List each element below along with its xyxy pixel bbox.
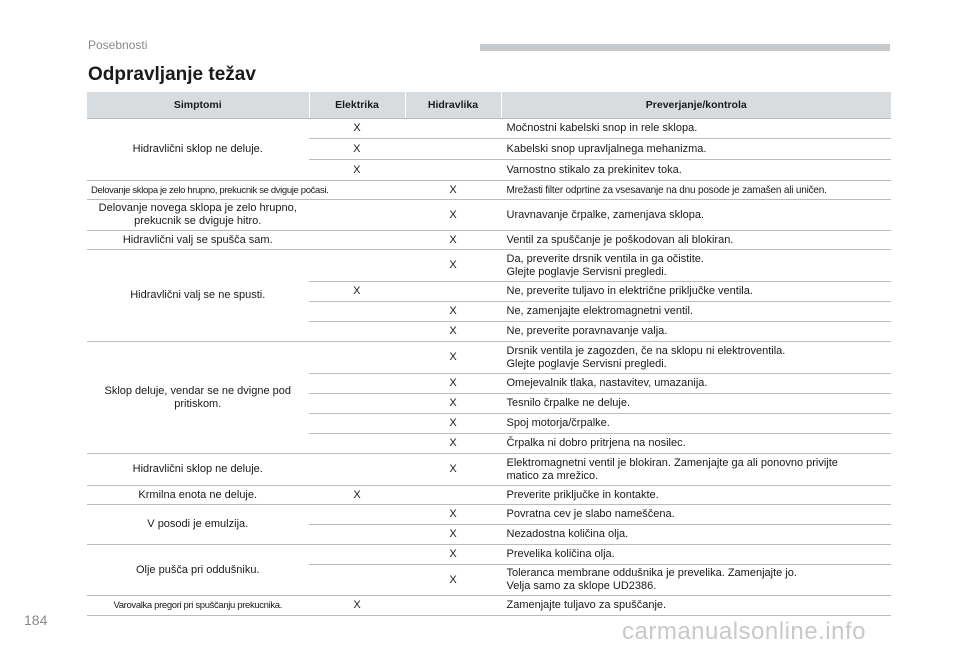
- electric-cell: [309, 434, 405, 454]
- hydraulic-cell: [405, 139, 501, 160]
- hydraulic-cell: X: [405, 302, 501, 322]
- hydraulic-cell: X: [405, 200, 501, 231]
- section-label: Posebnosti: [88, 38, 148, 52]
- check-line-1: Da, preverite drsnik ventila in ga očistite.: [506, 252, 704, 265]
- electric-cell: [309, 231, 405, 250]
- check-cell: Močnostni kabelski snop in rele sklopa.: [501, 119, 891, 139]
- electric-cell: X: [309, 596, 405, 616]
- hydraulic-cell: [405, 119, 501, 139]
- symptom-cell: Krmilna enota ne deluje.: [87, 486, 309, 505]
- check-text: Mrežasti filter odprtine za vsesavanje na dnu posode je zamašen ali uničen.: [506, 184, 827, 196]
- check-cell: Spoj motorja/črpalke.: [501, 414, 891, 434]
- electric-cell: [309, 505, 405, 525]
- hydraulic-cell: [405, 486, 501, 505]
- electric-cell: [309, 454, 405, 486]
- hydraulic-cell: X: [405, 342, 501, 374]
- header-bar: [480, 44, 890, 51]
- electric-cell: [309, 342, 405, 374]
- hydraulic-cell: [405, 282, 501, 302]
- hydraulic-cell: X: [405, 505, 501, 525]
- hydraulic-cell: X: [405, 181, 501, 200]
- check-cell: Tesnilo črpalke ne deluje.: [501, 394, 891, 414]
- hydraulic-cell: X: [405, 545, 501, 565]
- table-row: [87, 545, 891, 565]
- electric-cell: [309, 374, 405, 394]
- check-cell: Nezadostna količina olja.: [501, 525, 891, 545]
- check-cell: Ne, preverite poravnavanje valja.: [501, 322, 891, 342]
- hydraulic-cell: X: [405, 322, 501, 342]
- symptom-cell: Hidravlični sklop ne deluje.: [87, 454, 309, 486]
- table-row: [87, 454, 891, 486]
- check-line-2: Velja samo za sklope UD2386.: [506, 580, 657, 592]
- symptom-cell: [87, 181, 329, 200]
- check-cell: Preverite priključke in kontakte.: [501, 486, 891, 505]
- table-row: [87, 596, 891, 616]
- symptom-cell: Hidravlični valj se ne spusti.: [87, 250, 309, 342]
- check-cell: Zamenjajte tuljavo za spuščanje.: [501, 596, 891, 616]
- hydraulic-cell: [405, 596, 501, 616]
- check-cell: Kabelski snop upravljalnega mehanizma.: [501, 139, 891, 160]
- check-cell: Uravnavanje črpalke, zamenjava sklopa.: [501, 200, 891, 231]
- table-header-row: [87, 92, 891, 119]
- hydraulic-cell: X: [405, 374, 501, 394]
- symptom-cell: V posodi je emulzija.: [87, 505, 309, 545]
- column-header-hydraulic: Hidravlika: [405, 92, 501, 119]
- symptom-cell: Hidravlični sklop ne deluje.: [87, 119, 309, 181]
- hydraulic-cell: X: [405, 565, 501, 596]
- electric-cell: X: [309, 139, 405, 160]
- check-cell: Prevelika količina olja.: [501, 545, 891, 565]
- table-row: [87, 119, 891, 139]
- check-cell: Povratna cev je slabo nameščena.: [501, 505, 891, 525]
- table-row: [87, 200, 891, 231]
- electric-cell: [309, 545, 405, 565]
- electric-cell: [309, 565, 405, 596]
- check-cell: Varnostno stikalo za prekinitev toka.: [501, 160, 891, 181]
- hydraulic-cell: X: [405, 414, 501, 434]
- electric-cell: [309, 250, 405, 282]
- symptom-cell: Delovanje novega sklopa je zelo hrupno, prekucnik se dviguje hitro.: [87, 200, 309, 231]
- hydraulic-cell: X: [405, 231, 501, 250]
- hydraulic-cell: [405, 160, 501, 181]
- symptom-cell: Hidravlični valj se spušča sam.: [87, 231, 309, 250]
- symptom-cell: Sklop deluje, vendar se ne dvigne pod pritiskom.: [87, 342, 309, 454]
- table-row: [87, 231, 891, 250]
- check-cell: Ne, zamenjajte elektromagnetni ventil.: [501, 302, 891, 322]
- electric-cell: [309, 200, 405, 231]
- check-line-1: Toleranca membrane oddušnika je prevelika. Zamenjajte jo.: [506, 567, 797, 579]
- table-row: [87, 486, 891, 505]
- symptom-text: Delovanje sklopa je zelo hrupno, prekucnik se dviguje počasi.: [91, 184, 329, 196]
- electric-cell: [309, 302, 405, 322]
- check-line-2: Glejte poglavje Servisni pregledi.: [506, 357, 667, 370]
- check-cell: Ne, preverite tuljavo in električne priključke ventila.: [501, 282, 891, 302]
- electric-cell: X: [309, 486, 405, 505]
- electric-cell: [309, 525, 405, 545]
- hydraulic-cell: X: [405, 454, 501, 486]
- hydraulic-cell: X: [405, 434, 501, 454]
- check-cell: Ventil za spuščanje je poškodovan ali blokiran.: [501, 231, 891, 250]
- check-cell: Črpalka ni dobro pritrjena na nosilec.: [501, 434, 891, 454]
- check-cell: Omejevalnik tlaka, nastavitev, umazanija.: [501, 374, 891, 394]
- page-title: Odpravljanje težav: [88, 64, 256, 85]
- column-header-check: Preverjanje/kontrola: [501, 92, 891, 119]
- table-row: [87, 342, 891, 374]
- electric-cell: X: [309, 119, 405, 139]
- watermark: carmanualsonline.info: [622, 618, 866, 645]
- hydraulic-cell: X: [405, 394, 501, 414]
- column-header-symptoms: Simptomi: [87, 92, 309, 119]
- check-cell: [501, 250, 891, 282]
- symptom-cell: Olje pušča pri oddušniku.: [87, 545, 309, 596]
- electric-cell: [309, 414, 405, 434]
- page-number: 184: [24, 612, 48, 628]
- check-line-1: Drsnik ventila je zagozden, če na sklopu ni elektroventila.: [506, 344, 786, 357]
- symptom-text: Varovalka pregori pri spuščanju prekucnika.: [113, 600, 283, 611]
- check-cell: [501, 342, 891, 374]
- troubleshooting-table: [87, 92, 891, 616]
- electric-cell: X: [309, 282, 405, 302]
- check-line-2: Glejte poglavje Servisni pregledi.: [506, 265, 667, 278]
- hydraulic-cell: X: [405, 525, 501, 545]
- table-row: [87, 505, 891, 525]
- table-row: [87, 181, 891, 200]
- check-line-2: matico za mrežico.: [506, 469, 599, 482]
- hydraulic-cell: X: [405, 250, 501, 282]
- check-cell: [501, 454, 891, 486]
- table-row: [87, 250, 891, 282]
- symptom-cell: [87, 596, 309, 616]
- column-header-electric: Elektrika: [309, 92, 405, 119]
- check-line-1: Elektromagnetni ventil je blokiran. Zamenjajte ga ali ponovno privijte: [506, 456, 838, 469]
- electric-cell: X: [309, 160, 405, 181]
- electric-cell: [309, 322, 405, 342]
- check-cell: [501, 565, 891, 596]
- electric-cell: [309, 394, 405, 414]
- check-cell: [501, 181, 891, 200]
